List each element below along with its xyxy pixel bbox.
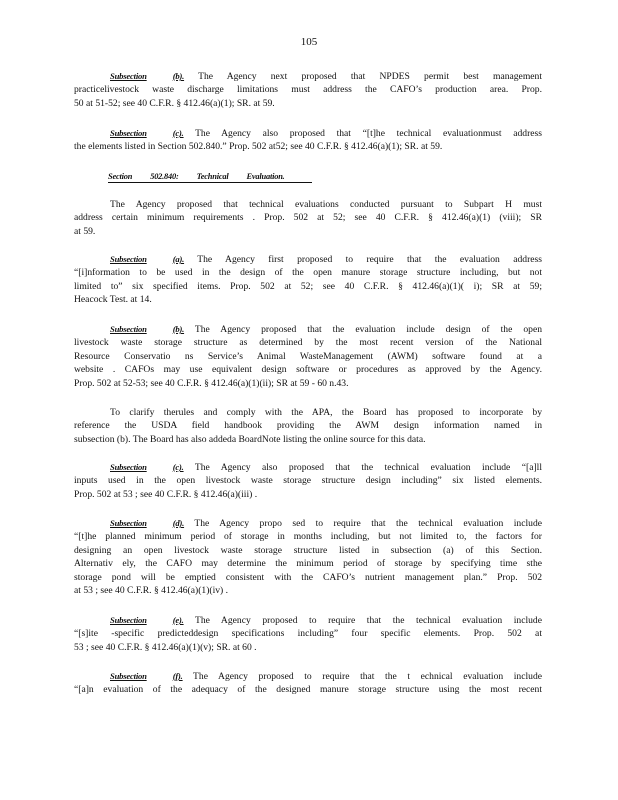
paragraph-board-clarify: [74, 406, 542, 446]
subsection-label: Subsection: [110, 615, 147, 625]
paragraph-subsection-c-elements: [74, 127, 542, 154]
paragraph-line: “[t]he planned minimum period of storage in months including, but not limited to, the factors for: [74, 531, 542, 543]
paragraph-line: The Agency first proposed to require that the evaluation address: [184, 254, 542, 265]
paragraph-line: at 53 ; see 40 C.F.R. § 412.46(a)(1)(iv) .: [74, 584, 229, 596]
subsection-label: Subsection: [110, 462, 147, 472]
paragraph-line: inputs used in the open livestock waste storage structure design including” six listed elements.: [74, 475, 542, 487]
subsection-letter: (b).: [172, 71, 185, 81]
paragraph-line: The Agency proposed that the evaluation include design of the open: [184, 324, 542, 335]
subsection-letter: (a).: [172, 254, 185, 264]
paragraph-line: The Agency proposed to require that the technical evaluation include: [183, 615, 542, 626]
section-title-2: Evaluation.: [246, 172, 285, 181]
paragraph-line: The Agency also proposed that “[t]he technical evaluationmust address: [183, 128, 542, 139]
paragraph-line: website . CAFOs may use equivalent design software or procedures as approved by the Agency.: [74, 364, 542, 376]
subsection-letter: (b).: [172, 324, 185, 334]
subsection-letter: (d).: [172, 518, 185, 528]
section-number: 502.840:: [150, 172, 179, 181]
paragraph-line: subsection (b). The Board has also addeda BoardNote listing the online source for this data.: [74, 433, 426, 445]
paragraph-subsection-b-bmp: [74, 70, 542, 110]
paragraph-line: The Agency also proposed that the technical evaluation include “[a]ll: [183, 462, 542, 473]
paragraph-line: 50 at 51-52; see 40 C.F.R. § 412.46(a)(1); SR. at 59.: [74, 97, 275, 109]
paragraph-subsection-f-adequacy: [74, 670, 542, 697]
subsection-letter: (e).: [172, 615, 184, 625]
subsection-label: Subsection: [110, 71, 147, 81]
paragraph-line: “[s]ite -specific predicteddesign specifications including” four specific elements. Prop. 502 at: [74, 628, 542, 640]
paragraph-line: The Agency proposed to require that the t echnical evaluation include: [182, 671, 542, 682]
paragraph-line: designing an open livestock waste storage structure listed in subsection (a) of this Section.: [74, 544, 542, 556]
paragraph-line: “[a]n evaluation of the adequacy of the designed manure storage structure using the most recent: [74, 684, 542, 696]
paragraph-line: Prop. 502 at 52-53; see 40 C.F.R. § 412.46(a)(1)(ii); SR at 59 - 60 n.43.: [74, 377, 349, 389]
paragraph-line: storage pond will be emptied consistent with the CAFO’s nutrient management plan.” Prop. 502: [74, 571, 542, 583]
paragraph-line: livestock waste storage structure as determined by the most recent version of the National: [74, 337, 542, 349]
paragraph-line: practicelivestock waste discharge limitations must address the CAFO’s production area. Prop.: [74, 84, 542, 96]
section-label: Section: [108, 172, 133, 181]
subsection-letter: (c).: [172, 128, 184, 138]
paragraph-line: reference the USDA field handbook providing the AWM design information named in: [74, 420, 542, 432]
paragraph-line: Prop. 502 at 53 ; see 40 C.F.R. § 412.46(a)(iii) .: [74, 488, 258, 500]
paragraph-subsection-e-site-specific: [74, 614, 542, 654]
paragraph-subsection-c-inputs: [74, 461, 542, 501]
paragraph-line: at 59.: [74, 225, 96, 237]
paragraph-line: The Agency propo sed to require that the technical evaluation include: [184, 518, 542, 529]
paragraph-line: limited to” six specified items. Prop. 502 at 52; see 40 C.F.R. § 412.46(a)(1)( i); SR at 59;: [74, 280, 542, 292]
paragraph-line: Alternativ ely, the CAFO may determine the minimum period of storage by specifying time sthe: [74, 558, 542, 570]
paragraph-line: “[i]nformation to be used in the design of the open manure storage structure including, but not: [74, 267, 542, 279]
paragraph-subsection-a-information: [74, 253, 542, 307]
paragraph-line: The Agency proposed that technical evaluations conducted pursuant to Subpart H must: [110, 199, 542, 210]
section-title-1: Technical: [196, 172, 229, 181]
page-number: 105: [300, 36, 318, 48]
section-heading: [108, 172, 312, 183]
subsection-label: Subsection: [110, 518, 147, 528]
paragraph-line: address certain minimum requirements . Prop. 502 at 52; see 40 C.F.R. § 412.46(a)(1) (viii); SR: [74, 212, 542, 224]
paragraph-line: The Agency next proposed that NPDES permit best management: [184, 71, 542, 82]
subsection-label: Subsection: [110, 671, 147, 681]
paragraph-line: Resource Conservatio ns Service’s Animal WasteManagement (AWM) software found at a: [74, 350, 542, 362]
paragraph-technical-evaluations: [74, 198, 542, 238]
subsection-label: Subsection: [110, 254, 147, 264]
subsection-label: Subsection: [110, 324, 147, 334]
paragraph-line: the elements listed in Section 502.840.” Prop. 502 at52; see 40 C.F.R. § 412.46(a)(1); SR. at 59.: [74, 141, 443, 153]
subsection-letter: (f).: [172, 671, 183, 681]
paragraph-line: To clarify therules and comply with the APA, the Board has proposed to incorporate by: [110, 407, 542, 418]
subsection-label: Subsection: [110, 128, 147, 138]
paragraph-line: Heacock Test. at 14.: [74, 294, 152, 306]
paragraph-line: 53 ; see 40 C.F.R. § 412.46(a)(1)(v); SR. at 60 .: [74, 641, 257, 653]
subsection-letter: (c).: [172, 462, 184, 472]
paragraph-subsection-d-storage-period: [74, 517, 542, 597]
paragraph-subsection-b-design: [74, 323, 542, 390]
